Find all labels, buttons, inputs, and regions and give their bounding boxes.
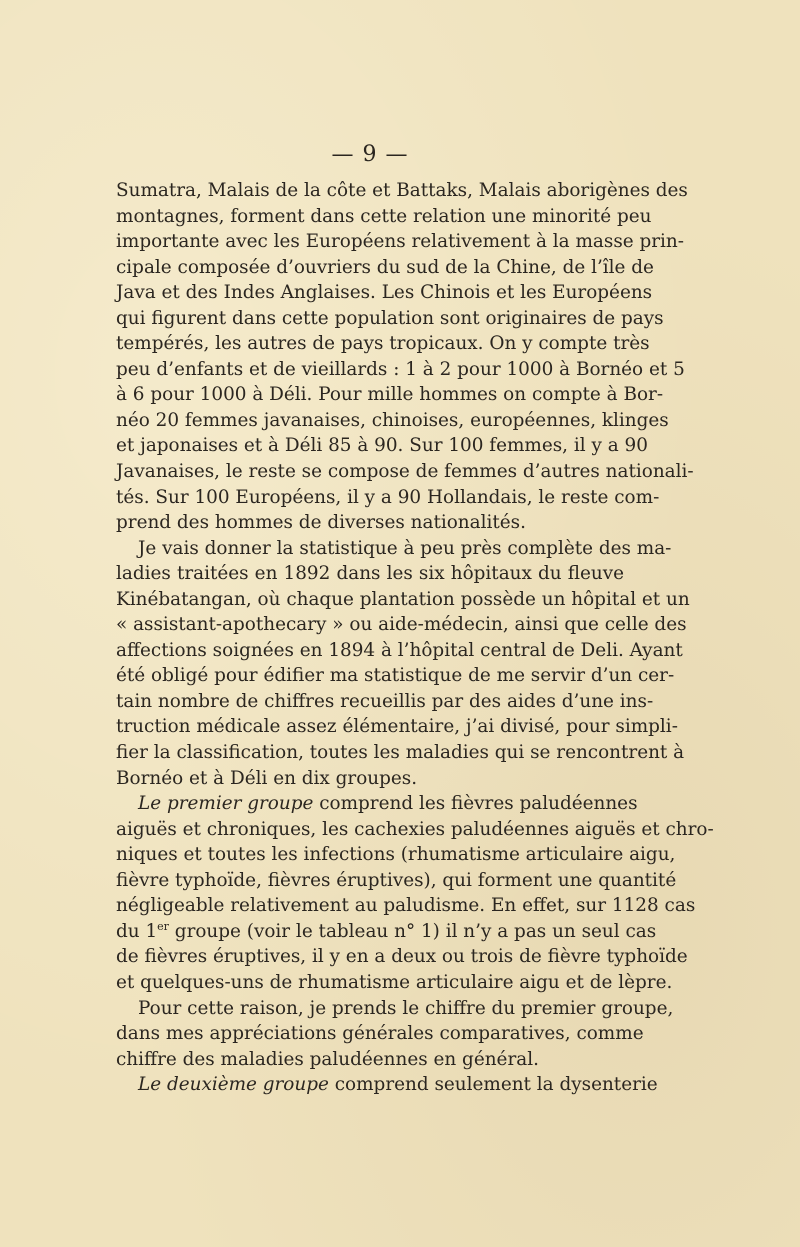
line-text: négligeable relativement au paludisme. En effet, sur 1128 cas (116, 895, 696, 917)
italic-heading: Le deuxième groupe (138, 1074, 329, 1096)
text-line (116, 255, 654, 281)
line-text: affections soignées en 1894 à l’hôpital central de Deli. Ayant (116, 639, 683, 661)
text-line (116, 306, 664, 332)
line-text: Kinébatangan, où chaque plantation possède un hôpital et un (116, 588, 690, 610)
line-text: comprend les fièvres paludéennes (313, 793, 638, 815)
line-text: prend des hommes de diverses nationalités. (116, 512, 526, 534)
line-text: été obligé pour édifier ma statistique de me servir d’un cer- (116, 665, 675, 687)
line-text: Sumatra, Malais de la côte et Battaks, Malais aborigènes des (116, 180, 688, 201)
text-line (116, 280, 653, 306)
text-line (116, 459, 694, 485)
line-text: et japonaises et à Déli 85 à 90. Sur 100 femmes, il y a 90 (116, 435, 648, 457)
line-text: tempérés, les autres de pays tropicaux. On y compte très (116, 333, 650, 355)
text-line (116, 970, 673, 996)
body-text (116, 178, 714, 1098)
line-text: à 6 pour 1000 à Déli. Pour mille hommes on compte à Bor- (116, 384, 664, 406)
line-text: fier la classification, toutes les maladies qui se rencontrent à (116, 742, 685, 764)
line-text: dans mes appréciations générales comparatives, comme (116, 1023, 644, 1045)
line-text: Bornéo et à Déli en dix groupes. (116, 767, 418, 789)
text-line (116, 663, 675, 689)
line-text: « assistant-apothecary » ou aide-médecin, ainsi que celle des (116, 614, 687, 636)
line-text: montagnes, forment dans cette relation une minorité peu (116, 205, 652, 227)
line-text: groupe (voir le tableau n° 1) il n’y a pas un seul cas (168, 920, 657, 942)
line-text: peu d’enfants et de vieillards : 1 à 2 pour 1000 à Bornéo et 5 (116, 358, 685, 380)
text-line (116, 842, 676, 868)
text-line (116, 1047, 624, 1073)
text-line (116, 612, 687, 638)
text-line (116, 204, 652, 230)
text-line (116, 944, 688, 970)
line-text: chiffre des maladies paludéennes en général. (116, 1048, 539, 1070)
text-line (116, 229, 684, 255)
line-text: néo 20 femmes javanaises, chinoises, européennes, klinges (116, 409, 669, 431)
line-text: Je vais donner la statistique à peu près complète des ma- (138, 537, 672, 559)
text-line (116, 689, 654, 715)
line-text: Java et des Indes Anglaises. Les Chinois et les Européens (116, 282, 653, 304)
line-text: cipale composée d’ouvriers du sud de la Chine, de l’île de (116, 256, 654, 278)
line-text: tés. Sur 100 Européens, il y a 90 Hollandais, le reste com- (116, 486, 660, 508)
page-number: — 9 — (331, 142, 409, 167)
text-line (116, 638, 683, 664)
text-line (116, 510, 624, 536)
line-text: fièvre typhoïde, fièvres éruptives), qui forment une quantité (116, 869, 677, 891)
line-text: importante avec les Européens relativement à la masse prin- (116, 231, 684, 253)
text-line (116, 382, 664, 408)
text-line (116, 714, 678, 740)
text-line (116, 868, 677, 894)
text-line (116, 357, 685, 383)
text-line (116, 331, 650, 357)
text-line (116, 1021, 644, 1047)
text-line (116, 485, 660, 511)
text-line (116, 536, 672, 562)
text-line (116, 587, 690, 613)
line-text: qui figurent dans cette population sont originaires de pays (116, 307, 664, 329)
text-line (116, 996, 674, 1022)
text-line (116, 178, 688, 204)
line-text: truction médicale assez élémentaire, j’ai divisé, pour simpli- (116, 716, 678, 738)
text-line (116, 561, 624, 587)
text-line (116, 408, 669, 434)
line-text: tain nombre de chiffres recueillis par des aides d’une ins- (116, 690, 654, 712)
text-line (116, 766, 624, 792)
line-text: de fièvres éruptives, il y en a deux ou trois de fièvre typhoïde (116, 946, 688, 968)
text-line (116, 919, 657, 945)
text-line (116, 817, 714, 843)
line-text: Javanaises, le reste se compose de femmes d’autres nationali- (116, 461, 694, 483)
text-line (116, 1072, 658, 1098)
line-text: niques et toutes les infections (rhumatisme articulaire aigu, (116, 844, 676, 866)
line-text: aiguës et chroniques, les cachexies paludéennes aiguës et chro- (116, 818, 714, 840)
line-text: et quelques-uns de rhumatisme articulaire aigu et de lèpre. (116, 971, 673, 993)
text-line (116, 791, 638, 817)
line-text: Pour cette raison, je prends le chiffre du premier groupe, (138, 997, 674, 1019)
line-text: comprend seulement la dysenterie (328, 1074, 658, 1096)
superscript: er (157, 919, 169, 933)
text-line (116, 433, 648, 459)
line-text: ladies traitées en 1892 dans les six hôpitaux du fleuve (116, 563, 624, 585)
text-line (116, 740, 685, 766)
line-prefix: du 1 (116, 920, 158, 942)
text-line (116, 893, 696, 919)
italic-heading: Le premier groupe (138, 793, 314, 815)
